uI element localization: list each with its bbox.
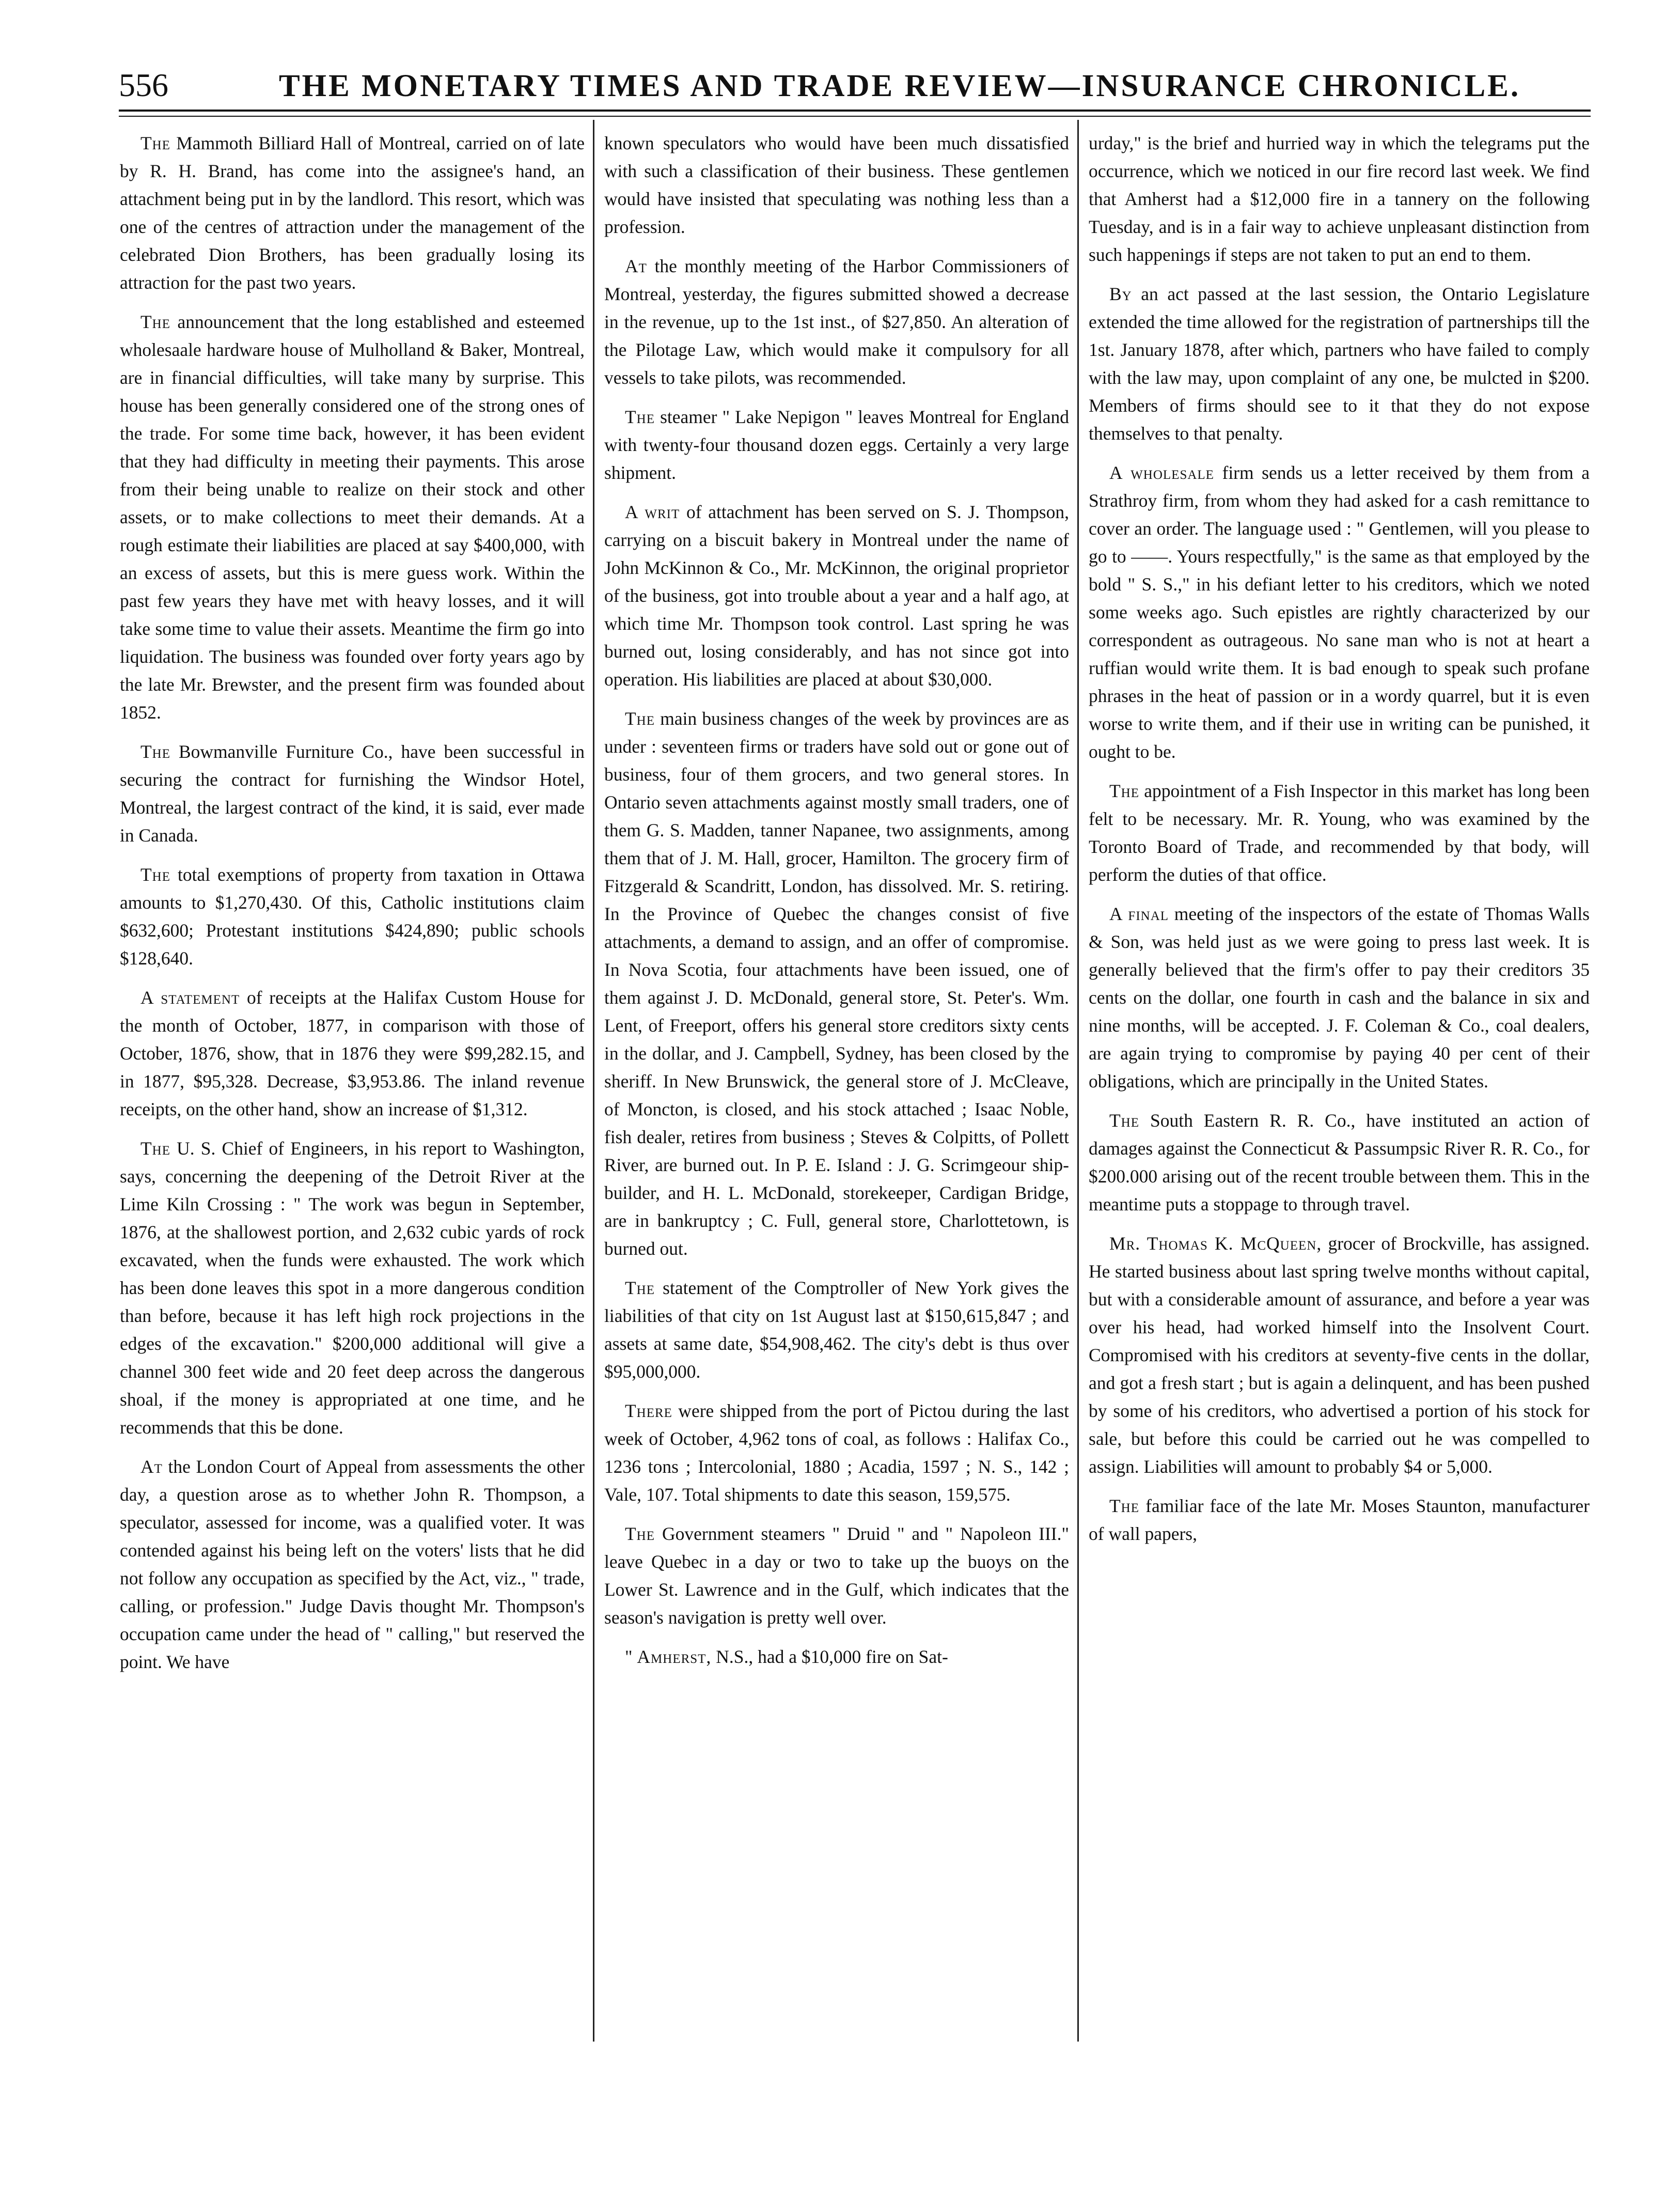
paragraph-text: grocer of Brockville, has assigned. He started business about last spring twelve months without capital, but with a considerable amount of assurance, and before a year was over his head, had worked himself into the Insolvent Court. Compromised with his creditors at seventy-five cents in the dollar, and got a fresh start ; but is again a delinquent, and has been pushed by some of his creditors, who advertised a portion of his stock for sale, but before this could be carried out he was compelled to assign. Liabilities will amount to probably $4 or 5,000.: [1089, 1233, 1590, 1477]
paragraph-text: appointment of a Fish Inspector in this market has long been felt to be necessary. Mr. R. Young, who was examined by the Toronto Board of Trade, and recommended by that body, will perform the duties of that office.: [1089, 781, 1590, 885]
column-2: [604, 129, 1069, 1682]
article-paragraph: [1089, 280, 1590, 447]
column-divider-1: [593, 120, 594, 2042]
column-3: [1089, 129, 1590, 1559]
article-paragraph: [604, 1397, 1069, 1508]
paragraph-text: urday," is the brief and hurried way in which the telegrams put the occurrence, which we noticed in our fire record last week. We find that Amherst had a $12,000 fire in a tannery on the following Tuesday, and is in a fair way to achieve unpleasant distinction from such happenings if steps are not taken to put an end to them.: [1089, 133, 1590, 265]
paragraph-lead-in: The: [1109, 1110, 1140, 1131]
paragraph-text: steamer " Lake Nepigon " leaves Montreal for England with twenty-four thousand dozen eggs. Certainly a very large shipment.: [604, 407, 1069, 483]
paragraph-text: N.S., had a $10,000 fire on Sat-: [711, 1646, 948, 1667]
paragraph-lead-in: The: [140, 1138, 171, 1159]
header-rule: [119, 110, 1591, 112]
paragraph-lead-in: The: [140, 312, 171, 332]
article-paragraph: [120, 984, 585, 1123]
article-paragraph: [1089, 900, 1590, 1095]
paragraph-text: known speculators who would have been much dissatisfied with such a classification of their business. These gentlemen would have insisted that speculating was nothing less than a profession.: [604, 133, 1069, 237]
paragraph-lead-in: The: [140, 741, 171, 762]
paragraph-lead-in: The: [625, 708, 655, 729]
paragraph-text: U. S. Chief of Engineers, in his report to Washington, says, concerning the deepening of the Detroit River at the Lime Kiln Crossing : " The work was begun in September, 1876, at the shallowest portion, and 2,632 cubic yards of rock excavated, when the funds were exhausted. The work which has been done leaves this spot in a more dangerous condition than before, because it has left high rock projections in the edges of the excavation." $200,000 additional will give a channel 300 feet wide and 20 feet deep across the dangerous shoal, if the money is appropriated at one time, and he recommends that this be done.: [120, 1138, 585, 1438]
article-paragraph: [604, 1520, 1069, 1631]
article-paragraph: [1089, 1492, 1590, 1548]
paragraph-lead-in: There: [625, 1400, 672, 1421]
article-paragraph: [1089, 1229, 1590, 1481]
page-number: 556: [119, 67, 168, 103]
column-divider-2: [1077, 120, 1079, 2042]
paragraph-lead-in: The: [140, 864, 171, 885]
article-paragraph: [604, 252, 1069, 392]
paragraph-lead-in: The: [625, 1278, 655, 1298]
paragraph-text: total exemptions of property from taxation in Ottawa amounts to $1,270,430. Of this, Catholic institutions claim $632,600; Protestant institutions $424,890; public schools $128,640.: [120, 864, 585, 969]
paragraph-lead-in: A wholesale: [1109, 462, 1214, 483]
article-paragraph: [604, 705, 1069, 1263]
paragraph-lead-in: A writ: [625, 502, 680, 522]
article-paragraph: [120, 861, 585, 972]
paragraph-lead-in: At: [625, 256, 647, 276]
column-1: [120, 129, 585, 1687]
article-paragraph: [604, 1643, 1069, 1671]
paragraph-text: statement of the Comptroller of New York gives the liabilities of that city on 1st August last at $150,615,847 ; and assets at same date, $54,908,462. The city's debt is thus over $95,000,000.: [604, 1278, 1069, 1382]
article-paragraph: [1089, 459, 1590, 766]
paragraph-lead-in: Mr. Thomas K. McQueen,: [1109, 1233, 1322, 1254]
article-paragraph: [1089, 777, 1590, 889]
article-paragraph: [604, 403, 1069, 487]
paragraph-text: Mammoth Billiard Hall of Montreal, carried on of late by R. H. Brand, has come into the assignee's hand, an attachment being put in by the landlord. This resort, which was one of the centres of attraction under the management of the celebrated Dion Brothers, has been gradually losing its attraction for the past two years.: [120, 133, 585, 293]
page-header: [119, 61, 1591, 107]
masthead-title: THE MONETARY TIMES AND TRADE REVIEW—INSURANCE CHRONICLE.: [279, 69, 1521, 103]
article-paragraph: [120, 129, 585, 297]
paragraph-text: the London Court of Appeal from assessments the other day, a question arose as to whether John R. Thompson, a speculator, assessed for income, was a qualified voter. It was contended against his being left on the voters' lists that he did not follow any occupation as specified by the Act, viz., " trade, calling, or profession." Judge Davis thought Mr. Thompson's occupation came under the head of " calling," but reserved the point. We have: [120, 1456, 585, 1672]
paragraph-text: main business changes of the week by provinces are as under : seventeen firms or traders have sold out or gone out of business, four of them grocers, and two general stores. In Ontario seven attachments against mostly small traders, one of them G. S. Madden, tanner Napanee, two assignments, among them that of J. M. Hall, grocer, Hamilton. The grocery firm of Fitzgerald & Scandritt, London, has dissolved. Mr. S. retiring. In the Province of Quebec the changes consist of five attachments, a demand to assign, and an offer of compromise. In Nova Scotia, four attachments have been issued, one of them against J. D. McDonald, general store, St. Peter's. Wm. Lent, of Freeport, offers his general store creditors sixty cents in the dollar, and J. Campbell, Sydney, has been closed by the sheriff. In New Brunswick, the general store of J. McCleave, of Moncton, is closed, and his stock attached ; Isaac Noble, fish dealer, retires from business ; Steves & Colpitts, of Pollett River, are burned out. In P. E. Island : J. G. Scrimgeour ship-builder, and H. L. McDonald, storekeeper, Cardigan Bridge, are in bankruptcy ; C. Full, general store, Charlottetown, is burned out.: [604, 708, 1069, 1259]
paragraph-text: were shipped from the port of Pictou during the last week of October, 4,962 tons of coal, as follows : Halifax Co., 1236 tons ; Intercolonial, 1880 ; Acadia, 1597 ; N. S., 142 ; Vale, 107. Total shipments to date this season, 159,575.: [604, 1400, 1069, 1505]
article-paragraph: [604, 129, 1069, 241]
article-paragraph: [120, 1134, 585, 1441]
paragraph-lead-in: " Amherst,: [625, 1646, 712, 1667]
paragraph-text: Government steamers " Druid " and " Napoleon III." leave Quebec in a day or two to take up the buoys on the Lower St. Lawrence and in the Gulf, which indicates that the season's navigation is pretty well over.: [604, 1523, 1069, 1628]
article-paragraph: [1089, 1107, 1590, 1218]
paragraph-lead-in: A statement: [140, 987, 240, 1008]
paragraph-text: meeting of the inspectors of the estate of Thomas Walls & Son, was held just as we were going to press last week. It is generally believed that the firm's offer to pay their creditors 35 cents on the dollar, one fourth in cash and the balance in six and nine months, will be accepted. J. F. Coleman & Co., coal dealers, are again trying to compromise by paying 40 per cent of their obligations, which are principally in the United States.: [1089, 904, 1590, 1092]
article-paragraph: [120, 308, 585, 726]
paragraph-text: familiar face of the late Mr. Moses Staunton, manufacturer of wall papers,: [1089, 1496, 1590, 1544]
article-paragraph: [1089, 129, 1590, 269]
paragraph-text: announcement that the long established and esteemed wholesaale hardware house of Mulholland & Baker, Montreal, are in financial difficulties, will take many by surprise. This house has been generally considered one of the strong ones of the trade. For some time back, however, it has been evident that they had difficulty in meeting their payments. This arose from their being unable to realize on their stock and other assets, or to make collections to meet their demands. At a rough estimate their liabilities are placed at say $400,000, with an excess of assets, but this is mere guess work. Within the past few years they have met with heavy losses, and it will take some time to value their assets. Meantime the firm go into liquidation. The business was founded over forty years ago by the late Mr. Brewster, and the present firm was founded about 1852.: [120, 312, 585, 723]
paragraph-text: Bowmanville Furniture Co., have been successful in securing the contract for furnishing the Windsor Hotel, Montreal, the largest contract of the kind, it is said, ever made in Canada.: [120, 741, 585, 846]
paragraph-lead-in: By: [1109, 284, 1132, 304]
paragraph-lead-in: At: [140, 1456, 163, 1477]
header-rule-thin: [119, 116, 1591, 117]
article-paragraph: [120, 1453, 585, 1676]
article-paragraph: [604, 498, 1069, 693]
paragraph-text: South Eastern R. R. Co., have instituted an action of damages against the Connecticut & Passumpsic River R. R. Co., for $200.000 arising out of the recent trouble between them. This in the meantime puts a stoppage to through travel.: [1089, 1110, 1590, 1215]
paragraph-text: of attachment has been served on S. J. Thompson, carrying on a biscuit bakery in Montreal under the name of John McKinnon & Co., Mr. McKinnon, the original proprietor of the business, got into trouble about a year and a half ago, at which time Mr. Thompson took control. Last spring he was burned out, losing considerably, and has not since got into operation. His liabilities are placed at about $30,000.: [604, 502, 1069, 690]
paragraph-lead-in: The: [1109, 1496, 1140, 1516]
paragraph-lead-in: A final: [1109, 904, 1169, 924]
article-paragraph: [604, 1274, 1069, 1385]
article-paragraph: [120, 738, 585, 849]
paragraph-text: the monthly meeting of the Harbor Commissioners of Montreal, yesterday, the figures submitted showed a decrease in the revenue, up to the 1st inst., of $27,850. An alteration of the Pilotage Law, which would make it compulsory for all vessels to take pilots, was recommended.: [604, 256, 1069, 388]
paragraph-text: of receipts at the Halifax Custom House for the month of October, 1877, in comparison with those of October, 1876, show, that in 1876 they were $99,282.15, and in 1877, $95,328. Decrease, $3,953.86. The inland revenue receipts, on the other hand, show an increase of $1,312.: [120, 987, 585, 1119]
paragraph-lead-in: The: [625, 407, 655, 427]
paragraph-text: firm sends us a letter received by them from a Strathroy firm, from whom they had asked for a cash remittance to cover an order. The language used : " Gentlemen, will you please to go to ——. Yours respectfully," is the same as that employed by the bold " S. S.," in his defiant letter to his creditors, which we noted some weeks ago. Such epistles are rightly characterized by our correspondent as outrageous. No sane man who is not at heart a ruffian would write them. It is bad enough to speak such profane phrases in the heat of passion or in a wordy quarrel, but it is even worse to write them, and if their use in writing can be punished, it ought to be.: [1089, 462, 1590, 762]
paragraph-text: an act passed at the last session, the Ontario Legislature extended the time allowed for the registration of partnerships till the 1st. January 1878, after which, partners who have failed to comply with the law may, upon complaint of any one, be mulcted in $200. Members of firms should see to it that they do not expose themselves to that penalty.: [1089, 284, 1590, 444]
paragraph-lead-in: The: [1109, 781, 1140, 801]
paragraph-lead-in: The: [140, 133, 171, 153]
paragraph-lead-in: The: [625, 1523, 655, 1544]
